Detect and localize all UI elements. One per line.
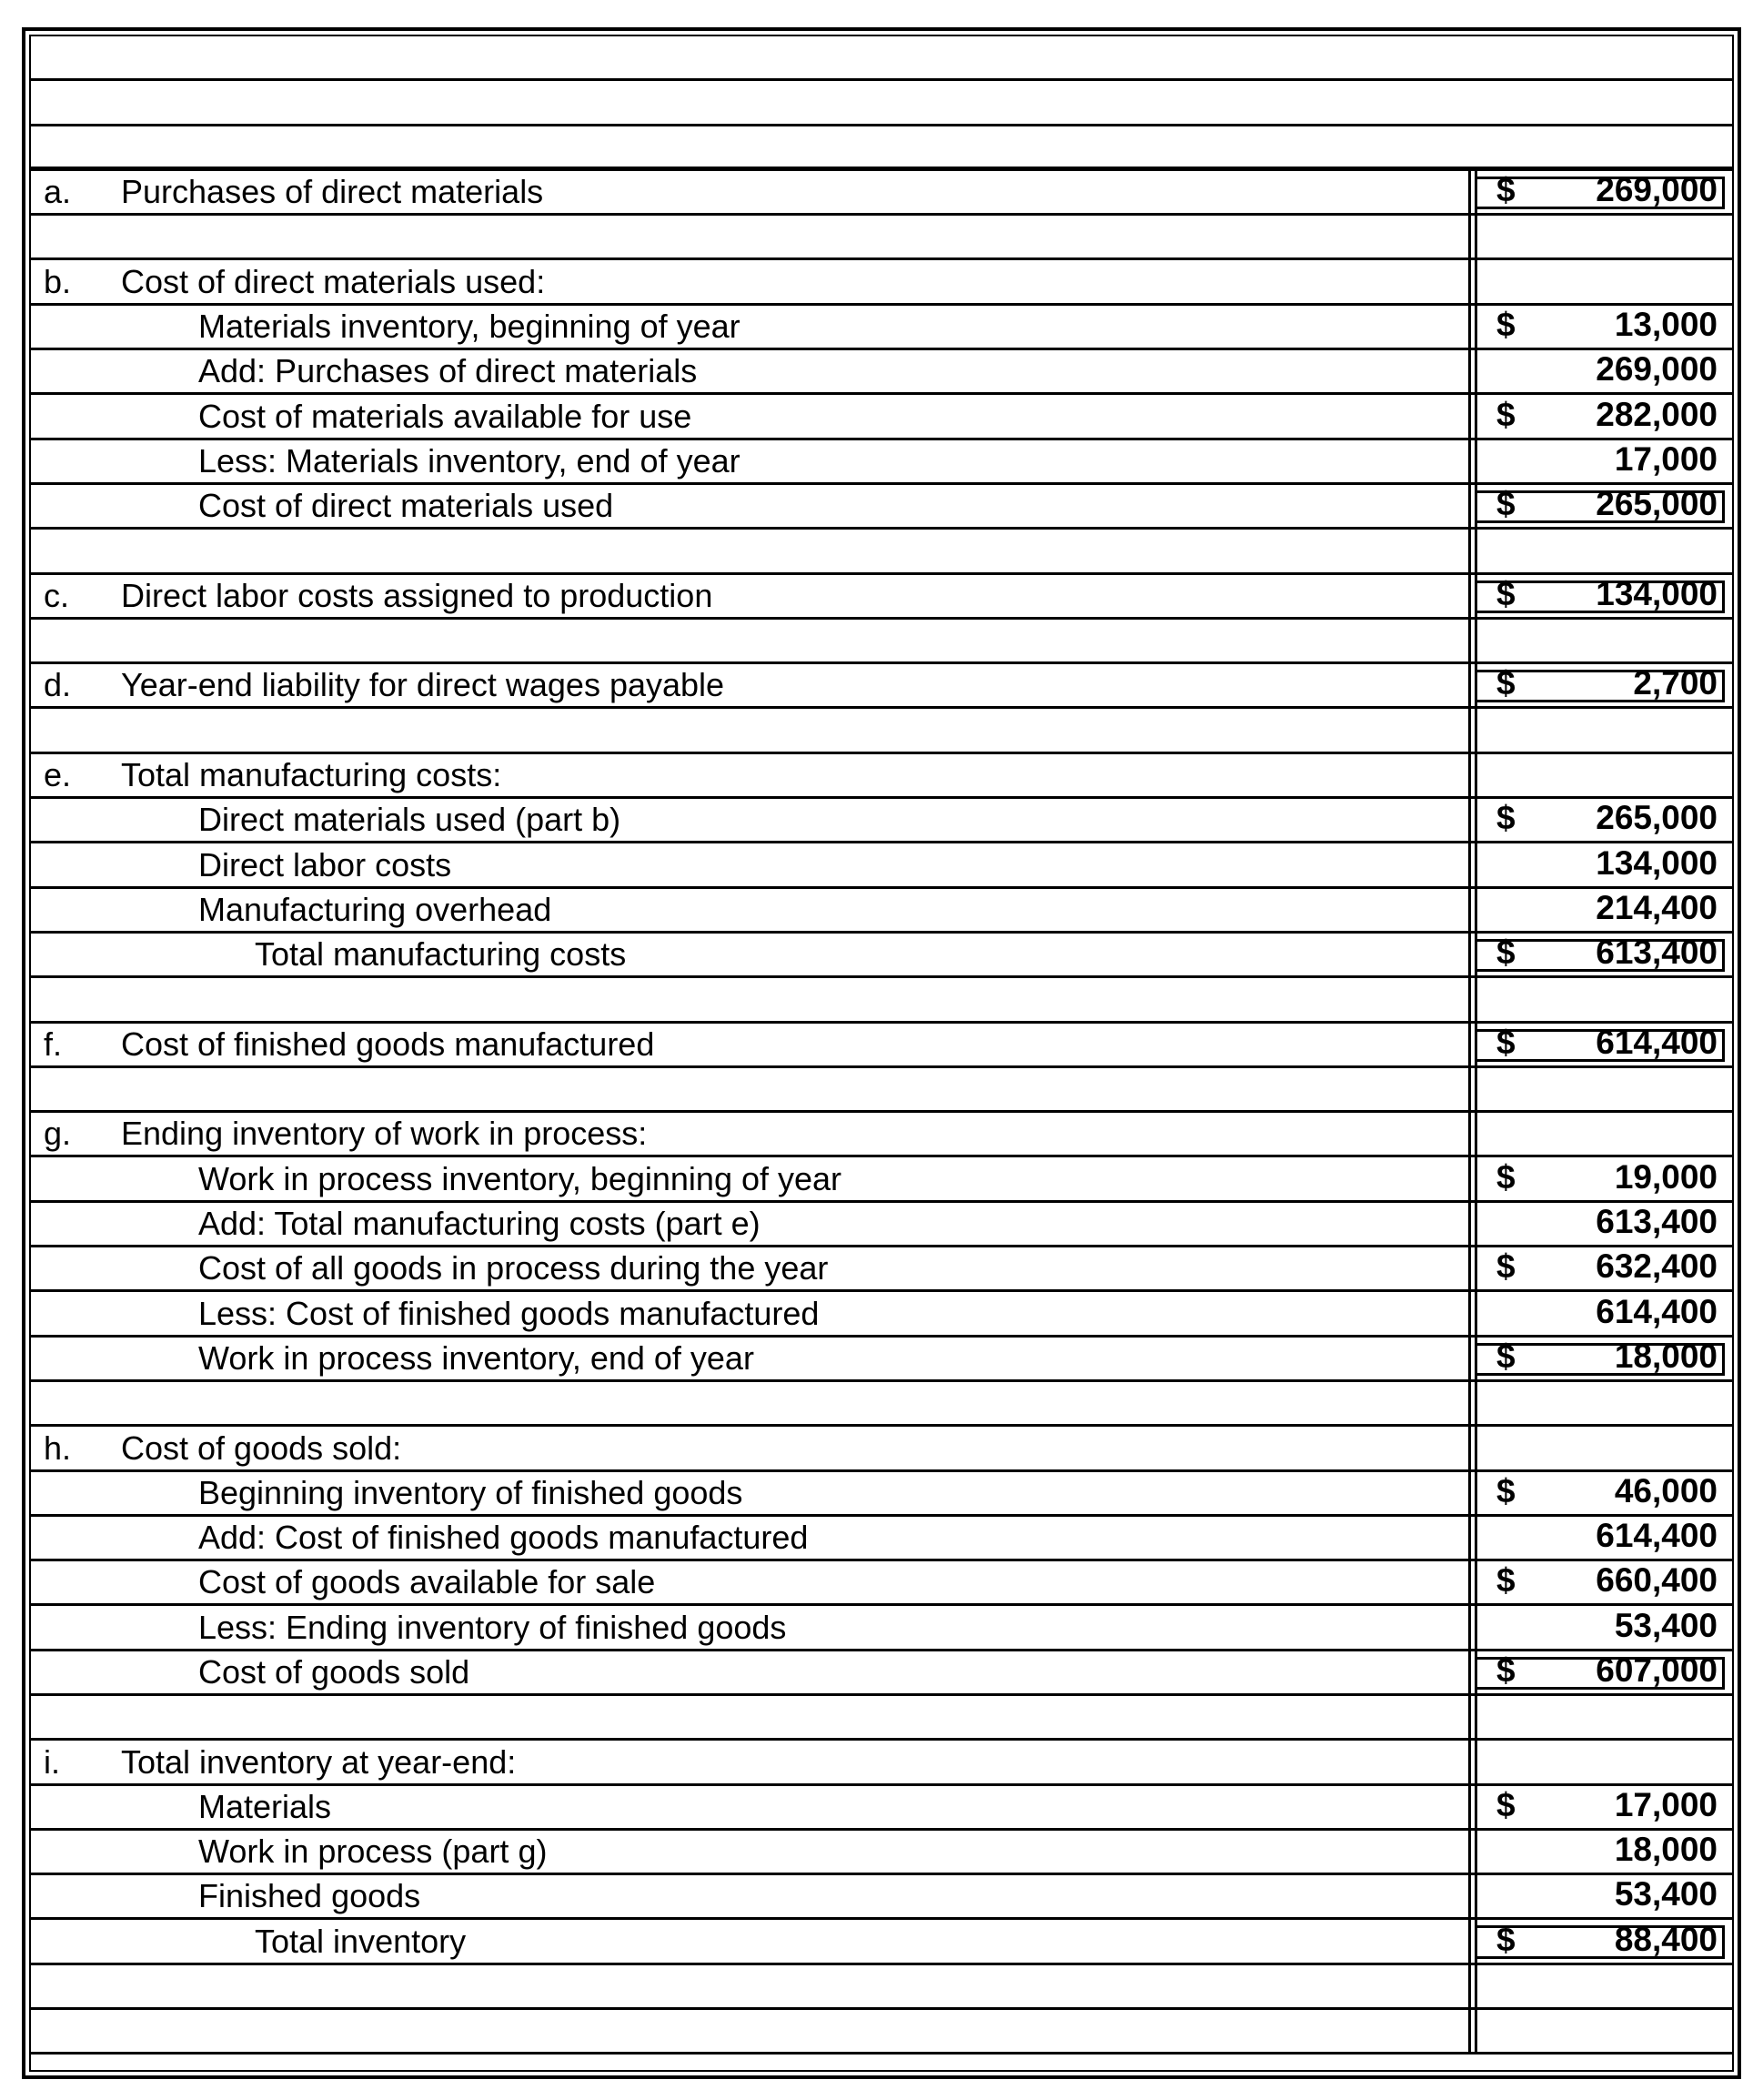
row-description: Work in process inventory, beginning of year bbox=[198, 1159, 842, 1197]
table-row bbox=[31, 1651, 1732, 1696]
row-description: Less: Ending inventory of finished goods bbox=[198, 1608, 787, 1646]
table-row bbox=[31, 843, 1732, 888]
dollar-sign: $ bbox=[1496, 171, 1516, 209]
amount-cell bbox=[1468, 1517, 1732, 1559]
row-description: Add: Purchases of direct materials bbox=[198, 352, 698, 390]
row-description: Work in process inventory, end of year bbox=[198, 1338, 754, 1377]
table-row bbox=[31, 1024, 1732, 1068]
amount-cell bbox=[1468, 1203, 1732, 1245]
row-letter: h. bbox=[44, 1429, 72, 1467]
row-letter: a. bbox=[44, 173, 72, 211]
amount-cell bbox=[1468, 575, 1732, 617]
amount-cell bbox=[1468, 1472, 1732, 1514]
row-description: Direct labor costs bbox=[198, 845, 452, 883]
table-row bbox=[31, 889, 1732, 934]
amount-value: 607,000 bbox=[1596, 1651, 1718, 1689]
row-letter: i. bbox=[44, 1742, 60, 1781]
schedule-body bbox=[31, 171, 1732, 2055]
amount-cell bbox=[1468, 1831, 1732, 1873]
amount-cell bbox=[1468, 664, 1732, 706]
amount-value: 13,000 bbox=[1614, 306, 1718, 344]
row-description: Manufacturing overhead bbox=[198, 890, 552, 928]
table-row bbox=[31, 171, 1732, 216]
amount-cell bbox=[1468, 1247, 1732, 1289]
dollar-sign: $ bbox=[1496, 1023, 1516, 1061]
amount-cell bbox=[1468, 350, 1732, 392]
table-row bbox=[31, 754, 1732, 799]
row-letter: g. bbox=[44, 1115, 72, 1153]
dollar-sign: $ bbox=[1496, 1651, 1516, 1689]
table-row bbox=[31, 1831, 1732, 1875]
table-row bbox=[31, 575, 1732, 620]
table-row bbox=[31, 664, 1732, 709]
dollar-sign: $ bbox=[1496, 1785, 1516, 1823]
amount-cell bbox=[1468, 889, 1732, 931]
amount-cell bbox=[1468, 620, 1732, 661]
table-row bbox=[31, 1606, 1732, 1651]
row-letter: f. bbox=[44, 1025, 63, 1063]
row-description: Cost of direct materials used bbox=[198, 487, 614, 525]
table-row bbox=[31, 350, 1732, 395]
table-row bbox=[31, 978, 1732, 1023]
amount-value: 88,400 bbox=[1614, 1920, 1718, 1958]
amount-value: 632,400 bbox=[1596, 1247, 1718, 1286]
table-row bbox=[31, 395, 1732, 439]
row-description: Finished goods bbox=[198, 1877, 421, 1915]
amount-value: 19,000 bbox=[1614, 1157, 1718, 1196]
table-row bbox=[31, 709, 1732, 753]
amount-value: 282,000 bbox=[1596, 395, 1718, 433]
dollar-sign: $ bbox=[1496, 1157, 1516, 1196]
row-description: Cost of goods sold: bbox=[121, 1429, 402, 1467]
row-description: Direct materials used (part b) bbox=[198, 801, 621, 839]
row-description: Add: Cost of finished goods manufactured bbox=[198, 1519, 809, 1557]
dollar-sign: $ bbox=[1496, 306, 1516, 344]
amount-cell bbox=[1468, 171, 1732, 213]
table-row bbox=[31, 1203, 1732, 1247]
row-letter: d. bbox=[44, 666, 72, 704]
table-row bbox=[31, 1517, 1732, 1561]
amount-value: 613,400 bbox=[1596, 934, 1718, 972]
amount-cell bbox=[1468, 306, 1732, 348]
table-row bbox=[31, 440, 1732, 485]
amount-cell bbox=[1468, 530, 1732, 571]
table-row bbox=[31, 620, 1732, 664]
dollar-sign: $ bbox=[1496, 799, 1516, 837]
amount-cell bbox=[1468, 1292, 1732, 1334]
row-description: Cost of finished goods manufactured bbox=[121, 1025, 655, 1063]
row-description: Work in process (part g) bbox=[198, 1832, 548, 1871]
header-row-1 bbox=[31, 36, 1732, 81]
row-letter: c. bbox=[44, 576, 70, 614]
row-description: Add: Total manufacturing costs (part e) bbox=[198, 1205, 761, 1243]
row-description: Total inventory at year-end: bbox=[121, 1742, 517, 1781]
amount-cell bbox=[1468, 395, 1732, 437]
amount-cell bbox=[1468, 1741, 1732, 1782]
amount-value: 46,000 bbox=[1614, 1471, 1718, 1509]
amount-cell bbox=[1468, 216, 1732, 257]
row-description: Cost of goods sold bbox=[198, 1652, 470, 1691]
amount-cell bbox=[1468, 485, 1732, 527]
table-row bbox=[31, 1965, 1732, 2010]
amount-value: 53,400 bbox=[1614, 1606, 1718, 1644]
row-description: Cost of materials available for use bbox=[198, 397, 692, 435]
row-description: Less: Cost of finished goods manufactured bbox=[198, 1294, 820, 1332]
row-letter: e. bbox=[44, 756, 72, 794]
row-description: Cost of goods available for sale bbox=[198, 1563, 656, 1601]
amount-value: 265,000 bbox=[1596, 485, 1718, 523]
table-row bbox=[31, 799, 1732, 843]
amount-value: 17,000 bbox=[1614, 1785, 1718, 1823]
table-row bbox=[31, 1786, 1732, 1831]
amount-value: 614,400 bbox=[1596, 1517, 1718, 1555]
table-row bbox=[31, 1741, 1732, 1785]
row-description: Direct labor costs assigned to production bbox=[121, 576, 713, 614]
table-row bbox=[31, 1472, 1732, 1517]
amount-cell bbox=[1468, 1920, 1732, 1962]
amount-cell bbox=[1468, 440, 1732, 482]
amount-cell bbox=[1468, 799, 1732, 841]
table-row bbox=[31, 1292, 1732, 1337]
table-row bbox=[31, 1696, 1732, 1741]
amount-cell bbox=[1468, 1068, 1732, 1110]
amount-cell bbox=[1468, 1338, 1732, 1379]
row-description: Materials bbox=[198, 1787, 332, 1825]
table-row bbox=[31, 1338, 1732, 1382]
header-row-3 bbox=[31, 126, 1732, 171]
table-row bbox=[31, 306, 1732, 350]
dollar-sign: $ bbox=[1496, 1337, 1516, 1375]
amount-cell bbox=[1468, 843, 1732, 885]
amount-value: 269,000 bbox=[1596, 171, 1718, 209]
row-description: Beginning inventory of finished goods bbox=[198, 1473, 743, 1511]
dollar-sign: $ bbox=[1496, 1920, 1516, 1958]
row-description: Year-end liability for direct wages payable bbox=[121, 666, 725, 704]
table-row bbox=[31, 2010, 1732, 2055]
amount-value: 214,400 bbox=[1596, 888, 1718, 926]
row-description: Total inventory bbox=[255, 1922, 467, 1960]
dollar-sign: $ bbox=[1496, 1561, 1516, 1600]
row-description: Purchases of direct materials bbox=[121, 173, 544, 211]
table-row bbox=[31, 934, 1732, 978]
amount-cell bbox=[1468, 1113, 1732, 1155]
amount-value: 18,000 bbox=[1614, 1831, 1718, 1869]
amount-cell bbox=[1468, 1024, 1732, 1065]
amount-cell bbox=[1468, 1427, 1732, 1469]
table-row bbox=[31, 1382, 1732, 1427]
dollar-sign: $ bbox=[1496, 395, 1516, 433]
amount-cell bbox=[1468, 934, 1732, 975]
amount-value: 134,000 bbox=[1596, 843, 1718, 882]
amount-cell bbox=[1468, 754, 1732, 796]
table-row bbox=[31, 216, 1732, 260]
dollar-sign: $ bbox=[1496, 485, 1516, 523]
amount-value: 614,400 bbox=[1596, 1023, 1718, 1061]
amount-cell bbox=[1468, 1786, 1732, 1828]
amount-cell bbox=[1468, 1157, 1732, 1199]
dollar-sign: $ bbox=[1496, 664, 1516, 702]
table-row bbox=[31, 530, 1732, 574]
row-description: Less: Materials inventory, end of year bbox=[198, 441, 740, 480]
row-description: Ending inventory of work in process: bbox=[121, 1115, 648, 1153]
amount-value: 53,400 bbox=[1614, 1875, 1718, 1913]
amount-cell bbox=[1468, 1382, 1732, 1424]
amount-value: 613,400 bbox=[1596, 1203, 1718, 1241]
table-row bbox=[31, 485, 1732, 530]
amount-cell bbox=[1468, 2010, 1732, 2052]
amount-cell bbox=[1468, 1606, 1732, 1648]
row-letter: b. bbox=[44, 262, 72, 300]
table-row bbox=[31, 1157, 1732, 1202]
dollar-sign: $ bbox=[1496, 1471, 1516, 1509]
row-description: Total manufacturing costs bbox=[255, 935, 627, 974]
amount-value: 614,400 bbox=[1596, 1292, 1718, 1330]
amount-value: 134,000 bbox=[1596, 574, 1718, 612]
amount-cell bbox=[1468, 1561, 1732, 1603]
row-description: Total manufacturing costs: bbox=[121, 756, 502, 794]
dollar-sign: $ bbox=[1496, 574, 1516, 612]
row-description: Materials inventory, beginning of year bbox=[198, 308, 740, 346]
table-row bbox=[31, 1427, 1732, 1471]
amount-value: 17,000 bbox=[1614, 439, 1718, 478]
header-row-2 bbox=[31, 81, 1732, 126]
amount-cell bbox=[1468, 1875, 1732, 1917]
row-description: Cost of direct materials used: bbox=[121, 262, 546, 300]
amount-value: 269,000 bbox=[1596, 350, 1718, 389]
amount-value: 2,700 bbox=[1633, 664, 1718, 702]
amount-cell bbox=[1468, 709, 1732, 751]
amount-value: 265,000 bbox=[1596, 799, 1718, 837]
row-description: Cost of all goods in process during the year bbox=[198, 1249, 829, 1287]
table-row bbox=[31, 1247, 1732, 1292]
amount-cell bbox=[1468, 978, 1732, 1020]
dollar-sign: $ bbox=[1496, 1247, 1516, 1286]
table-row bbox=[31, 1920, 1732, 1964]
table-row bbox=[31, 260, 1732, 305]
amount-value: 18,000 bbox=[1614, 1337, 1718, 1375]
amount-cell bbox=[1468, 260, 1732, 302]
dollar-sign: $ bbox=[1496, 934, 1516, 972]
amount-cell bbox=[1468, 1696, 1732, 1738]
schedule-table bbox=[31, 36, 1732, 2055]
amount-cell bbox=[1468, 1965, 1732, 2007]
amount-cell bbox=[1468, 1651, 1732, 1693]
table-row bbox=[31, 1561, 1732, 1606]
table-row bbox=[31, 1113, 1732, 1157]
table-row bbox=[31, 1875, 1732, 1920]
amount-value: 660,400 bbox=[1596, 1561, 1718, 1600]
table-row bbox=[31, 1068, 1732, 1113]
